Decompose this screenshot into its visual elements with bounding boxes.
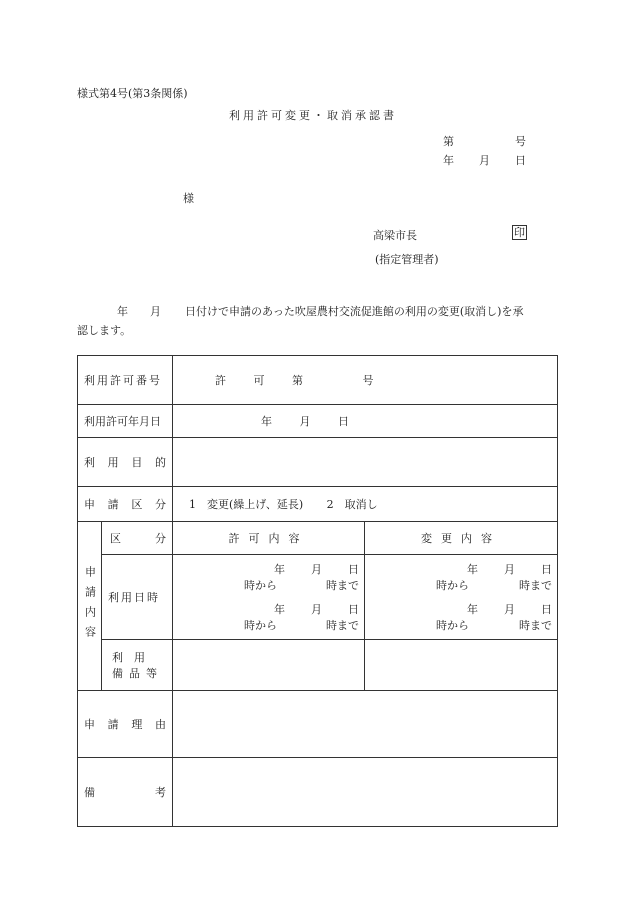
value-purpose [173, 438, 558, 487]
issue-date-day: 日 [515, 154, 526, 167]
row-purpose [78, 438, 558, 487]
row-content-header [78, 522, 558, 555]
label-content-group: 申請内容 [78, 522, 102, 691]
body-line2: 認します。 [77, 324, 132, 337]
value-permit-number: 許 可 第 号 [173, 356, 558, 405]
issue-date-month: 月 [479, 154, 490, 167]
document-title: 利用許可変更・取消承認書 [229, 109, 397, 122]
issue-date-year: 年 [443, 154, 454, 167]
value-category: 1 変更(繰上げ、延長) 2 取消し [173, 487, 558, 522]
header-permit-content: 許可内容 [173, 522, 365, 555]
row-category [78, 487, 558, 522]
seal-mark: 印 [514, 226, 525, 239]
change-equipment [365, 640, 558, 691]
label-permit-date: 利用許可年月日 [78, 405, 173, 438]
addressee-honorific: 様 [183, 192, 194, 205]
label-division: 区 分 [102, 522, 173, 555]
row-permit-date [78, 405, 558, 438]
issuer-sub: (指定管理者) [375, 253, 439, 266]
body-line1: 日付けで申請のあった吹屋農村交流促進館の利用の変更(取消し)を承 [185, 305, 524, 318]
doc-no-suffix: 号 [515, 135, 526, 148]
header-change-content: 変更内容 [365, 522, 558, 555]
form-number: 様式第4号(第3条関係) [77, 87, 188, 100]
label-purpose: 利 用 目 的 [78, 438, 173, 487]
label-usage-datetime: 利用日時 [102, 555, 173, 640]
change-datetime: 年 月 日 時から 時まで 年 月 日 時から 時まで [365, 555, 558, 640]
permit-datetime: 年 月 日 時から 時まで 年 月 日 時から 時まで [173, 555, 365, 640]
row-remarks [78, 758, 558, 827]
label-remarks: 備 考 [78, 758, 173, 827]
label-reason: 申 請 理 由 [78, 691, 173, 758]
value-reason [173, 691, 558, 758]
row-equipment [78, 640, 558, 691]
issuer-name: 高梁市長 [373, 229, 417, 242]
row-usage-datetime [78, 555, 558, 640]
application-table [77, 355, 558, 827]
label-equipment: 利 用 備品等 [102, 640, 173, 691]
row-reason [78, 691, 558, 758]
body-year: 年 [117, 305, 128, 318]
row-permit-number [78, 356, 558, 405]
value-permit-date: 年 月 日 [173, 405, 558, 438]
label-permit-number: 利用許可番号 [78, 356, 173, 405]
label-category: 申 請 区 分 [78, 487, 173, 522]
doc-no-prefix: 第 [443, 135, 454, 148]
permit-equipment [173, 640, 365, 691]
body-month: 月 [150, 305, 161, 318]
value-remarks [173, 758, 558, 827]
